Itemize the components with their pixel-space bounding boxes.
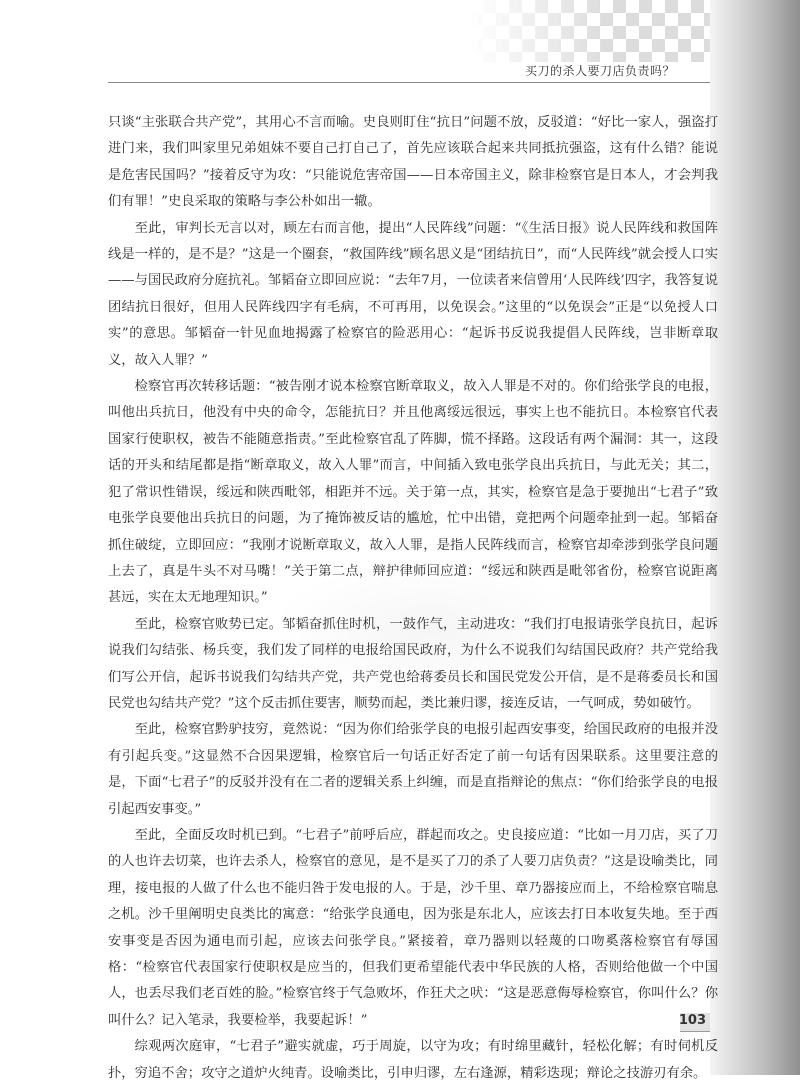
paragraph-1: 只谈“主张联合共产党”，其用心不言而喻。史良则盯住“抗日”问题不放，反驳道：“好比一家人，强盗打进门来，我们叫家里兄弟姐妹不要自己打自己了，首先应该联合起来共同抵抗强盗，这有什么错？能说是危害民国吗？”接着反守为攻：“只能说危害帝国——日本帝国主义，除非检察官是日本人，才会判我们有罪！”史良采取的策略与李公朴如出一辙。 — [108, 115, 718, 210]
header-rule — [108, 82, 710, 83]
paragraph-7: 综观两次庭审，“七君子”避实就虚，巧于周旋，以守为攻；有时绵里藏针，轻松化解；有时伺机反扑，穷追不舍；攻守之道炉火纯青。设喻类比，引申归谬，左右逢源，精彩迭现；辩论之技游刃有余。 — [108, 1039, 718, 1081]
paragraph-4: 至此，检察官败势已定。邹韬奋抓住时机，一鼓作气，主动进攻：“我们打电报请张学良抗日，起诉说我们勾结张、杨兵变，我们发了同样的电报给国民政府，为什么不说我们勾结国民政府？共产党给我们写公开信，起诉书说我们勾结共产党，共产党也给蒋委员长和国民党发公开信，是不是蒋委员长和国民党也勾结共产党？”这个反击抓住要害，顺势而起，类比兼归谬，接连反诘，一气呵成，势如破竹。 — [108, 616, 718, 711]
paragraph-2: 至此，审判长无言以对，顾左右而言他，提出“人民阵线”问题：“《生活日报》说人民阵线和救国阵线是一样的，是不是？”这是一个圈套，“救国阵线”顾名思义是“团结抗日”，而“人民阵线”就会授人口实——与国民政府分庭抗礼。邹韬奋立即回应说：“去年7月，一位读者来信曾用‘人民阵线’四字，我答复说团结抗日很好，但用人民阵线四字有毛病，不可再用，以免误会。”这里的“以免误会”正是“以免授人口实”的意思。邹韬奋一针见血地揭露了检察官的险恶用心：“起诉书反说我提倡人民阵线，岂非断章取义，故入人罪？” — [108, 220, 718, 368]
running-title: 买刀的杀人要刀店负责吗？ — [524, 64, 675, 78]
right-margin-band — [710, 0, 800, 1075]
page-body — [108, 110, 718, 1087]
page-number: 103 — [678, 1013, 706, 1028]
paragraph-6: 至此，全面反攻时机已到。“七君子”前呼后应，群起而攻之。史良接应道：“比如一月刀店，买了刀的人也许去切菜，也许去杀人，检察官的意见，是不是买了刀的杀了人要刀店负责？”这是设喻类比，同理，接电报的人做了什么也不能归咎于发电报的人。于是，沙千里、章乃器接应而上，不给检察官喘息之机。沙千里阐明史良类比的寓意：“给张学良通电，因为张是东北人，应该去打日本收复失地。至于西安事变是否因为通电而引起，应该去问张学良。”紧接着，章乃器则以轻蔑的口吻奚落检察官有辱国格：“检察官代表国家行使职权是应当的，但我们更希望能代表中华民族的人格，否则给他做一个中国人，也丢尽我们老百姓的脸。”检察官终于气急败坏，作狂犬之吠：“这是恶意侮辱检察官，你叫什么？你叫什么？记入笔录，我要检举，我要起诉！” — [108, 827, 718, 1028]
paragraph-3: 检察官再次转移话题：“被告刚才说本检察官断章取义，故入人罪是不对的。你们给张学良的电报，叫他出兵抗日，他没有中央的命令，怎能抗日？并且他离绥远很远，事实上也不能抗日。本检察官代表国家行使职权，被告不能随意指责。”至此检察官乱了阵脚，慌不择路。这段话有两个漏洞：其一，这段话的开头和结尾都是指“断章取义，故入人罪”而言，中间插入致电张学良出兵抗日，与此无关；其二，犯了常识性错误，绥远和陕西毗邻，相距并不远。关于第一点，其实，检察官是急于要抛出“七君子”致电张学良要他出兵抗日的问题，为了掩饰被反诘的尴尬，忙中出错，竟把两个问题牵扯到一起。邹韬奋抓住破绽，立即回应：“我刚才说断章取义，故入人罪，是指人民阵线而言，检察官却牵涉到张学良问题上去了，真是牛头不对马嘴！”关于第二点，辩护律师回应道：“绥远和陕西是毗邻省份，检察官说距离甚远，实在太无地理知识。” — [108, 379, 718, 606]
paragraph-5: 至此，检察官黔驴技穷，竟然说：“因为你们给张学良的电报引起西安事变，给国民政府的电报并没有引起兵变。”这显然不合因果逻辑，检察官后一句话正好否定了前一句话有因果联系。这里要注意的是，下面“七君子”的反驳并没有在二者的逻辑关系上纠缠，而是直指辩论的焦点：“你们给张学良的电报引起西安事变。” — [108, 722, 718, 817]
